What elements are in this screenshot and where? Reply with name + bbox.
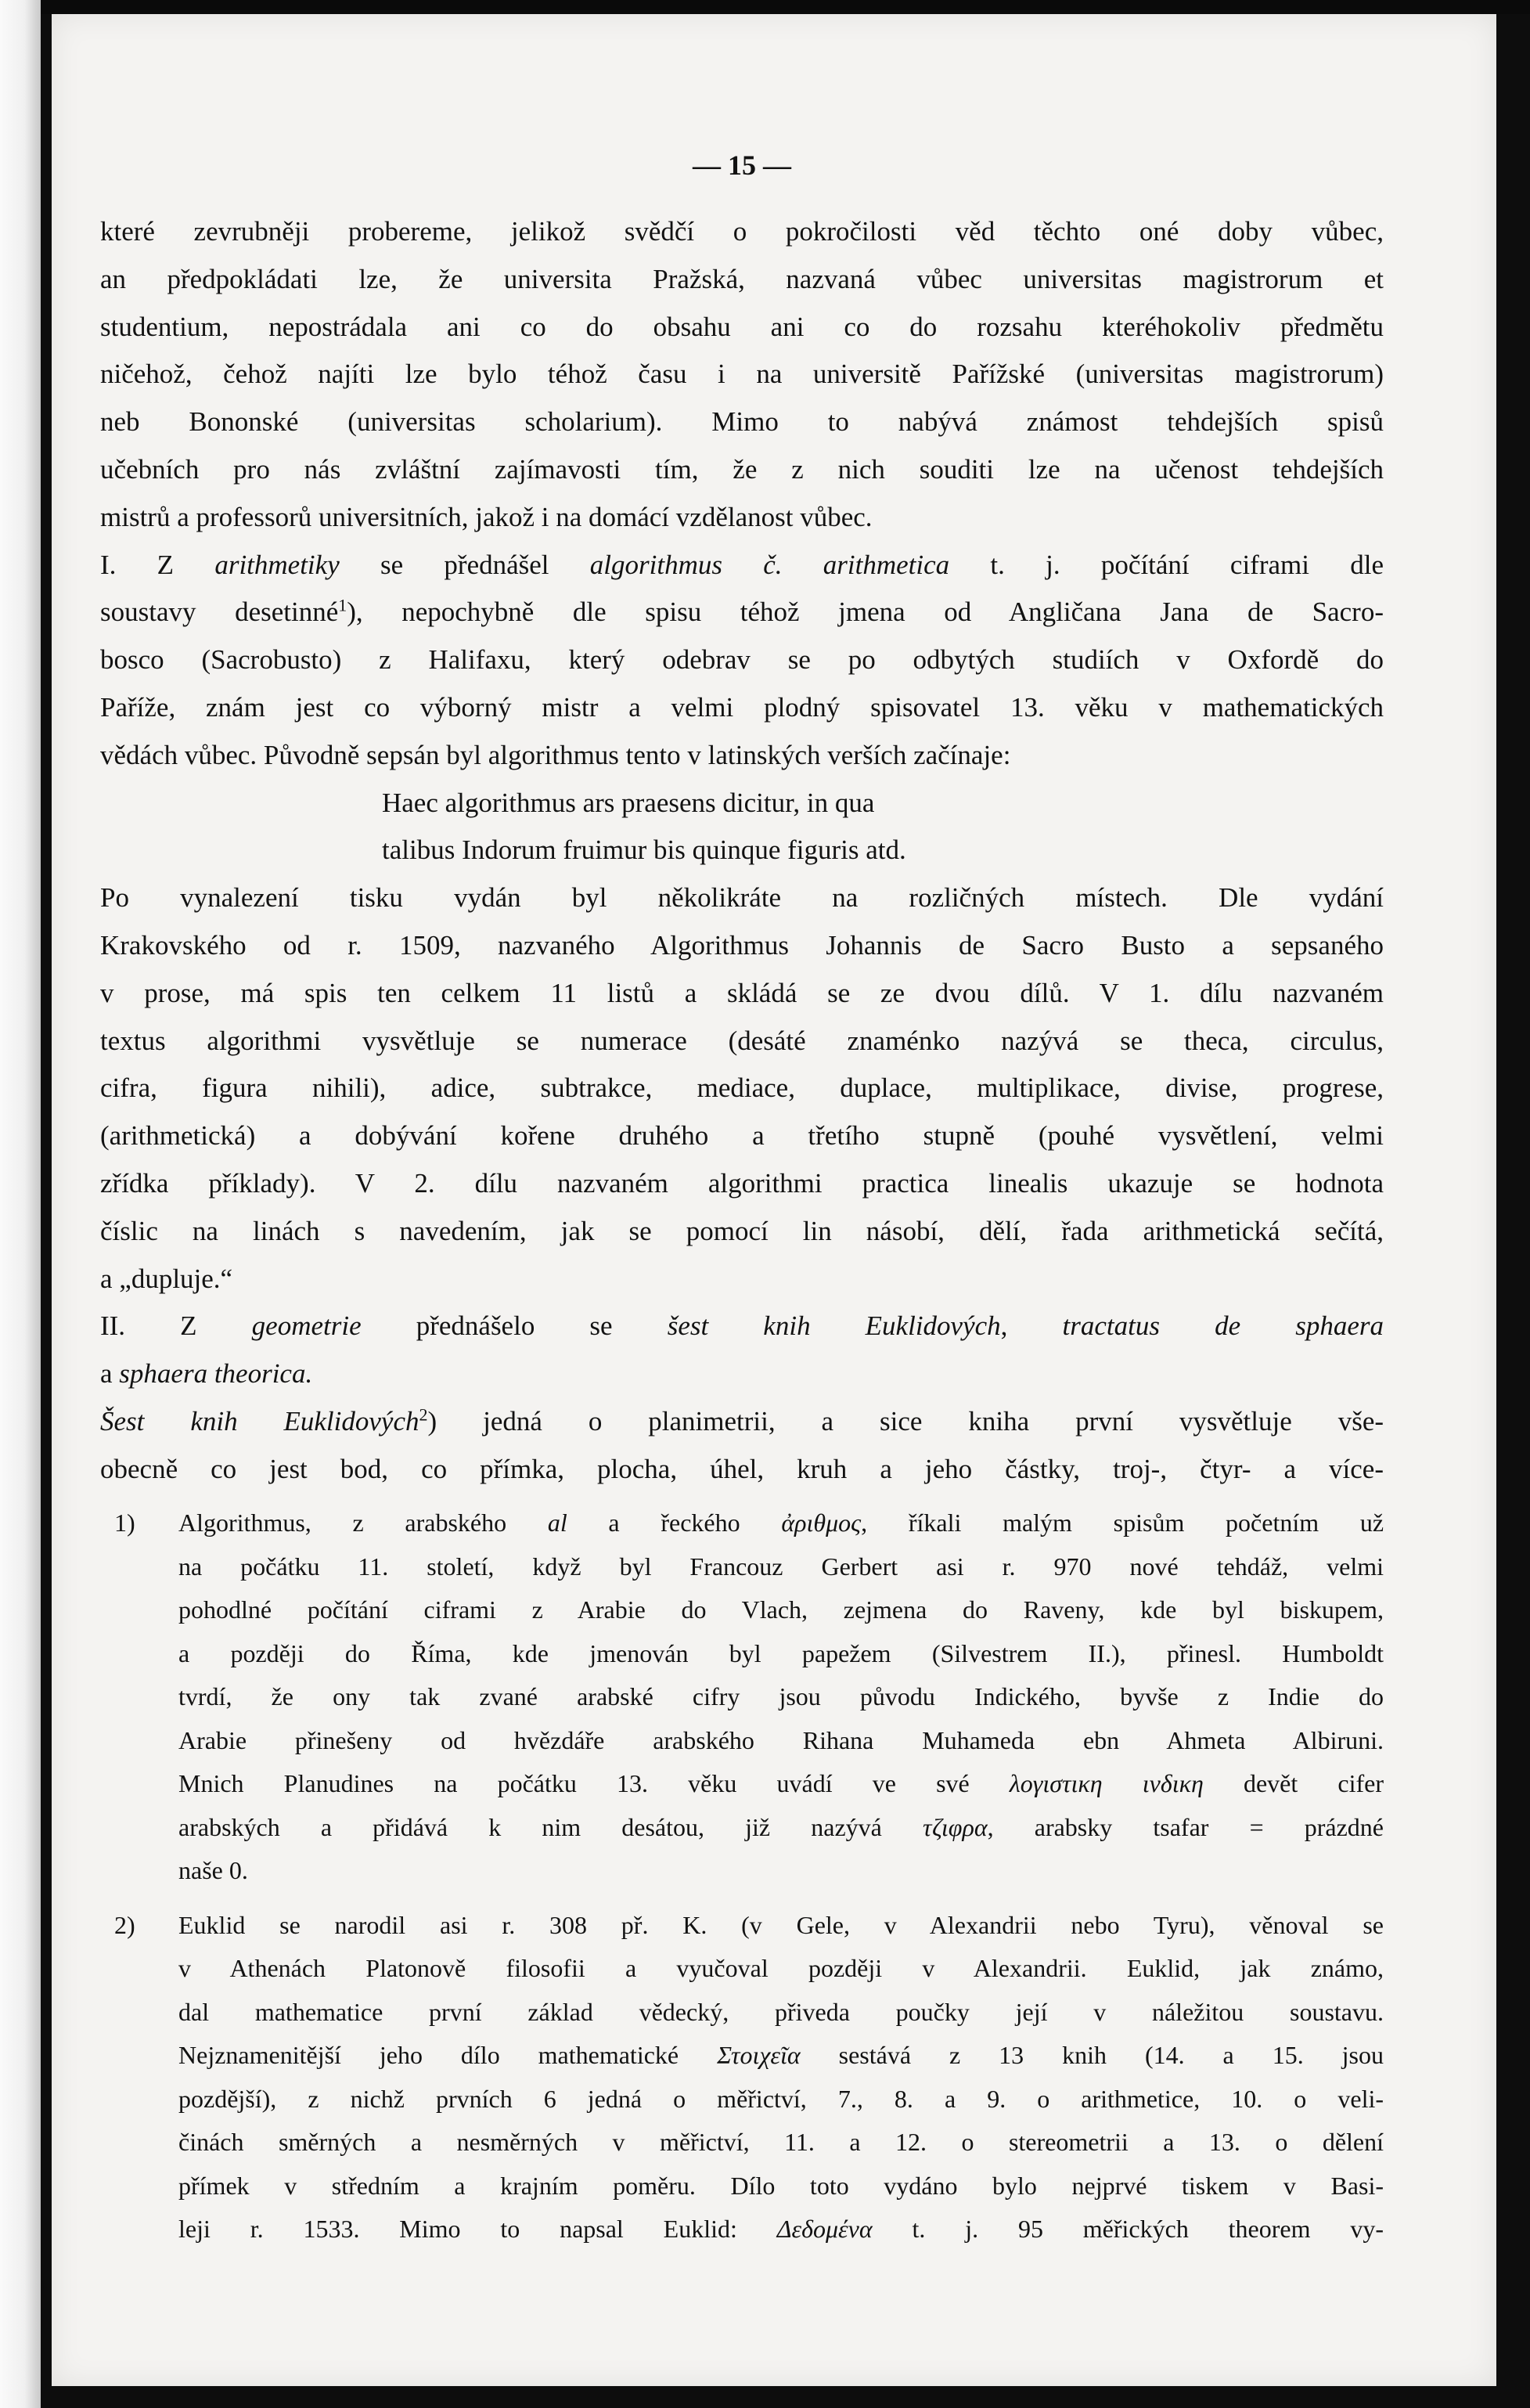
text-line-geometry-heading: II. Z geometrie přednášelo se šest knih Euklidových, tractatus de sphaera xyxy=(100,1310,1384,1342)
text-line: Krakovského od r. 1509, nazvaného Algorithmus Johannis de Sacro Busto a sepsaného xyxy=(100,929,1384,961)
text-line: obecně co jest bod, co přímka, plocha, úhel, kruh a jeho částky, troj-, čtyr- a více- xyxy=(100,1453,1384,1484)
text-line: Šest knih Euklidových$^2$) jedná o planimetrii, a sice kniha první vysvětluje vše- xyxy=(100,1404,1384,1437)
footnote-line: činách směrných a nesměrných v měřictví, 11. a 12. o stereometrii a 13. o dělení xyxy=(178,2128,1384,2156)
text-line: mistrů a professorů universitních, jakož i na domácí vzdělanost vůbec. xyxy=(100,501,873,532)
text-line: (arithmetická) a dobývání kořene druhého a třetího stupně (pouhé vysvětlení, velmi xyxy=(100,1120,1384,1152)
footnote-line: tvrdí, že ony tak zvané arabské cifry jsou původu Indického, byvše z Indie do xyxy=(178,1682,1384,1710)
text-line: zřídka příklady). V 2. dílu nazvaném algorithmi practica linealis ukazuje se hodnota xyxy=(100,1167,1384,1199)
text-line: a sphaera theorica. xyxy=(100,1358,313,1390)
main-text xyxy=(100,208,1384,1494)
footnote-line: pozdější), z nichž prvních 6 jedná o měřictví, 7., 8. a 9. o arithmetice, 10. o veli- xyxy=(178,2084,1384,2113)
footnote-line: v Athenách Platonově filosofii a vyučoval později v Alexandrii. Euklid, jak známo, xyxy=(178,1954,1384,1982)
text-line: studentium, nepostrádala ani co do obsahu ani co do rozsahu kteréhokoliv předmětu xyxy=(100,311,1384,342)
footnote-ref-2: 2 xyxy=(419,1404,428,1425)
scan-margin-top xyxy=(41,0,1530,14)
footnote-line: arabských a přidává k nim desátou, již nazývá τζιφρα, arabsky tsafar = prázdné xyxy=(178,1812,1384,1841)
footnote-line: pohodlné počítání ciframi z Arabie do Vlach, zejmena do Raveny, kde byl biskupem, xyxy=(178,1595,1384,1624)
footnote-line: naše 0. xyxy=(178,1856,248,1884)
footnote-line: a později do Říma, kde jmenován byl papežem (Silvestrem II.), přinesl. Humboldt xyxy=(178,1638,1384,1667)
footnote-ref-1: 1 xyxy=(338,595,347,615)
footnote-marker: 2) xyxy=(114,1910,135,1939)
footnote-line: dal mathematice první základ vědecký, přiveda poučky její v náležitou soustavu. xyxy=(178,1997,1384,2026)
footnotes xyxy=(100,1501,1384,2262)
text-line: bosco (Sacrobusto) z Halifaxu, který odebrav se po odbytých studiích v Oxfordě do xyxy=(100,644,1384,676)
text-line: neb Bononské (universitas scholarium). Mimo to nabývá známost tehdejších spisů xyxy=(100,406,1384,438)
text-line: vědách vůbec. Původně sepsán byl algorithmus tento v latinských verších začínaje: xyxy=(100,739,1011,770)
text-line: textus algorithmi vysvětluje se numerace (desáté znaménko nazývá se theca, circulus, xyxy=(100,1025,1384,1056)
text-line: Paříže, znám jest co výborný mistr a velmi plodný spisovatel 13. věku v mathematických xyxy=(100,691,1384,723)
book-page xyxy=(52,14,1496,2386)
footnote-line: Algorithmus, z arabského al a řeckého ἀριθμος, říkali malým spisům početním už xyxy=(178,1509,1384,1537)
text-line: číslic na linách s navedením, jak se pomocí lin násobí, dělí, řada arithmetická sečítá, xyxy=(100,1215,1384,1246)
text-line: Po vynalezení tisku vydán byl několikráte na rozličných místech. Dle vydání xyxy=(100,882,1384,914)
page-number: — 15 — xyxy=(693,150,791,181)
footnote-1 xyxy=(100,1501,1384,1893)
text-line: an předpokládati lze, že universita Pražská, nazvaná vůbec universitas magistrorum et xyxy=(100,263,1384,294)
footnote-line: na počátku 11. století, když byl Francouz Gerbert asi r. 970 nové tehdáž, velmi xyxy=(178,1552,1384,1581)
text-line: a „dupluje.“ xyxy=(100,1263,233,1294)
text-line: v prose, má spis ten celkem 11 listů a skládá se ze dvou dílů. V 1. dílu nazvaném xyxy=(100,977,1384,1008)
text-line: ničehož, čehož najíti lze bylo téhož času i na universitě Pařížské (universitas magistrorum) xyxy=(100,359,1384,390)
text-line: které zevrubněji probereme, jelikož svědčí o pokročilosti věd těchto oné doby vůbec, xyxy=(100,216,1384,247)
text-line-arithmetic-heading: I. Z arithmetiky se přednášel algorithmus č. arithmetica t. j. počítání ciframi dle xyxy=(100,549,1384,580)
footnote-line: Euklid se narodil asi r. 308 př. K. (v Gele, v Alexandrii nebo Tyru), věnoval se xyxy=(178,1910,1384,1939)
footnote-2 xyxy=(100,1904,1384,2251)
footnote-marker: 1) xyxy=(114,1509,135,1537)
footnote-line: Mnich Planudines na počátku 13. věku uvádí ve své λογιστικη ινδικη devět cifer xyxy=(178,1769,1384,1797)
verse-line: talibus Indorum fruimur bis quinque figuris atd. xyxy=(382,835,906,866)
text-line: učebních pro nás zvláštní zajímavosti tím, že z nich souditi lze na učenost tehdejších xyxy=(100,453,1384,485)
scan-margin-left xyxy=(0,0,41,2408)
footnote-line: přímek v středním a krajním poměru. Dílo toto vydáno bylo nejprvé tiskem v Basi- xyxy=(178,2171,1384,2200)
footnote-line: Arabie přinešeny od hvězdáře arabského Rihana Muhameda ebn Ahmeta Albiruni. xyxy=(178,1725,1384,1754)
footnote-line: Nejznamenitější jeho dílo mathematické Στοιχεῖα sestává z 13 knih (14. a 15. jsou xyxy=(178,2041,1384,2069)
text-line: soustavy desetinné$^1$), nepochybně dle spisu téhož jmena od Angličana Jana de Sacro- xyxy=(100,595,1384,628)
verse-line: Haec algorithmus ars praesens dicitur, in qua xyxy=(382,787,875,818)
footnote-line: leji r. 1533. Mimo to napsal Euklid: Δεδομένα t. j. 95 měřických theorem vy- xyxy=(178,2215,1384,2243)
text-line: cifra, figura nihili), adice, subtrakce, mediace, duplace, multiplikace, divise, progrese, xyxy=(100,1072,1384,1104)
